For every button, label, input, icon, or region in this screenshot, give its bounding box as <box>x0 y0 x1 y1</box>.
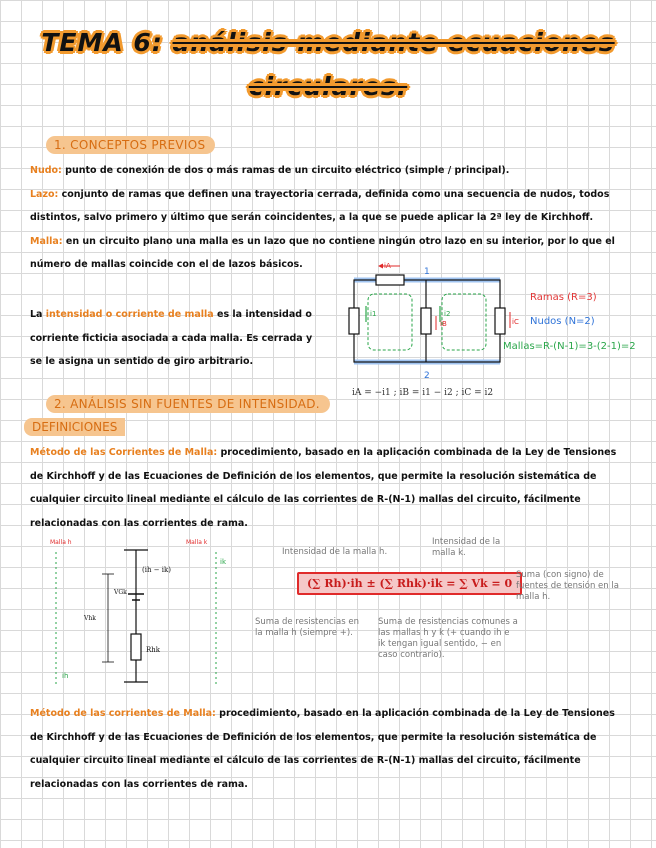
note-intensidad-h: Intensidad de la malla h. <box>282 547 388 557</box>
lazo-term: Lazo: <box>30 188 59 200</box>
mallas-note: Mallas=R-(N-1)=3-(2-1)=2 <box>503 341 636 352</box>
ramas-note: Ramas (R=3) <box>530 292 597 303</box>
ih-minus-ik-label: (ih − ik) <box>142 566 172 574</box>
malla-text: en un circuito plano una malla es un lazo que no contiene ningún otro lazo en su interior, por lo que el número de mallas coincide con el de lazos básicos. <box>30 235 615 270</box>
label-ia: iA <box>384 262 391 270</box>
nudo-term: Nudo: <box>30 165 62 176</box>
malla-definition <box>30 230 630 277</box>
label-i2: i2 <box>444 310 451 318</box>
intensidad-term: intensidad o corriente de malla <box>45 309 214 320</box>
rhk-label: Rhk <box>146 646 161 654</box>
ik-label: ik <box>220 558 226 566</box>
node-top-label: 1 <box>424 267 430 277</box>
page-title <box>20 28 636 57</box>
malla-h-label: Malla h <box>50 539 72 546</box>
vhk-label: Vhk <box>84 615 96 622</box>
lazo-text: conjunto de ramas que definen una trayectoria cerrada, definida como una secuencia de nudos, todos distintos, salvo primero y último que serán coincidentes, a la que se puede aplicar la 2ª ley de Kirchhoff. <box>30 188 610 223</box>
circuit-diagram-1 <box>340 258 520 388</box>
metodo1-definition <box>30 441 630 535</box>
vgk-label: VGk <box>114 589 127 596</box>
title-line1: análisis mediante ecuaciones <box>172 28 615 57</box>
page-title-line2 <box>20 72 636 101</box>
metodo2-text: procedimiento, basado en la aplicación combinada de la Ley de Tensiones de Kirchhoff y de las Ecuaciones de Definición de los elementos, que permite la resolución sistemática de cualquier circuito lineal mediante el cálculo de las corrientes de R-(N-1) mallas del circuito, fácilmente relacionadas con las corrientes de rama. <box>30 708 615 790</box>
note-suma-fuentes: Suma (con signo) de fuentes de tensión en la malla h. <box>516 570 619 602</box>
metodo1-term: Método de las Corrientes de Malla: <box>30 447 218 458</box>
definitions-subheading: DEFINICIONES <box>24 418 125 436</box>
malla-k-label: Malla k <box>186 539 208 546</box>
nudo-text: punto de conexión de dos o más ramas de un circuito eléctrico (simple / principal). <box>61 165 510 176</box>
metodo2-term: Método de las corrientes de Malla: <box>30 708 216 719</box>
note-suma-resistencias: Suma de resistencias en la malla h (siempre +). <box>255 617 359 638</box>
section1-body <box>30 159 630 277</box>
intensidad-text: es la intensidad o corriente ficticia asociada a cada malla. Es cerrada y se le asigna un sentido de giro arbitrario. <box>30 309 313 367</box>
intensidad-definition: La intensidad o corriente de malla es la intensidad o corriente ficticia asociada a cada malla. Es cerrada y se le asigna un sentido de giro arbitrario. <box>30 309 313 367</box>
label-i1: i1 <box>370 310 377 318</box>
node-bottom-label: 2 <box>424 371 430 381</box>
note-resistencias-comunes: Suma de resistencias comunes a las mallas h y k (+ cuando ih e ik tengan igual sentido, − en caso contrario). <box>378 617 518 660</box>
metodo1-text: procedimiento, basado en la aplicación combinada de la Ley de Tensiones de Kirchhoff y de las Ecuaciones de Definición de los elementos, que permite la resolución sistemática de cualquier circuito lineal mediante el cálculo de las corrientes de R-(N-1) mallas del circuito, fácilmente relacionadas con las corrientes de rama. <box>30 447 617 529</box>
lazo-definition <box>30 183 630 230</box>
nudos-note: Nudos (N=2) <box>530 316 595 327</box>
metodo2-definition <box>30 702 630 796</box>
circuit-diagram-2 <box>36 534 236 694</box>
ih-label: ih <box>62 672 69 680</box>
note-intensidad-k: Intensidad de la malla k. <box>432 537 501 558</box>
nudo-definition <box>30 159 630 183</box>
mesh-equation: (∑ Rh)·ih ± (∑ Rhk)·ik = ∑ Vk = 0 <box>297 572 522 595</box>
malla-term: Malla: <box>30 235 63 247</box>
section2-heading: 2. ANÁLISIS SIN FUENTES DE INTENSIDAD. <box>46 395 330 413</box>
title-prefix: TEMA 6: <box>41 28 163 57</box>
branch-currents-equation: iA = −i1 ; iB = i1 − i2 ; iC = i2 <box>352 388 494 398</box>
title-line2: circulares. <box>248 72 408 101</box>
label-ic: iC <box>512 318 519 326</box>
section1-heading: 1. CONCEPTOS PREVIOS <box>46 136 215 154</box>
label-ib: iB <box>440 320 447 328</box>
